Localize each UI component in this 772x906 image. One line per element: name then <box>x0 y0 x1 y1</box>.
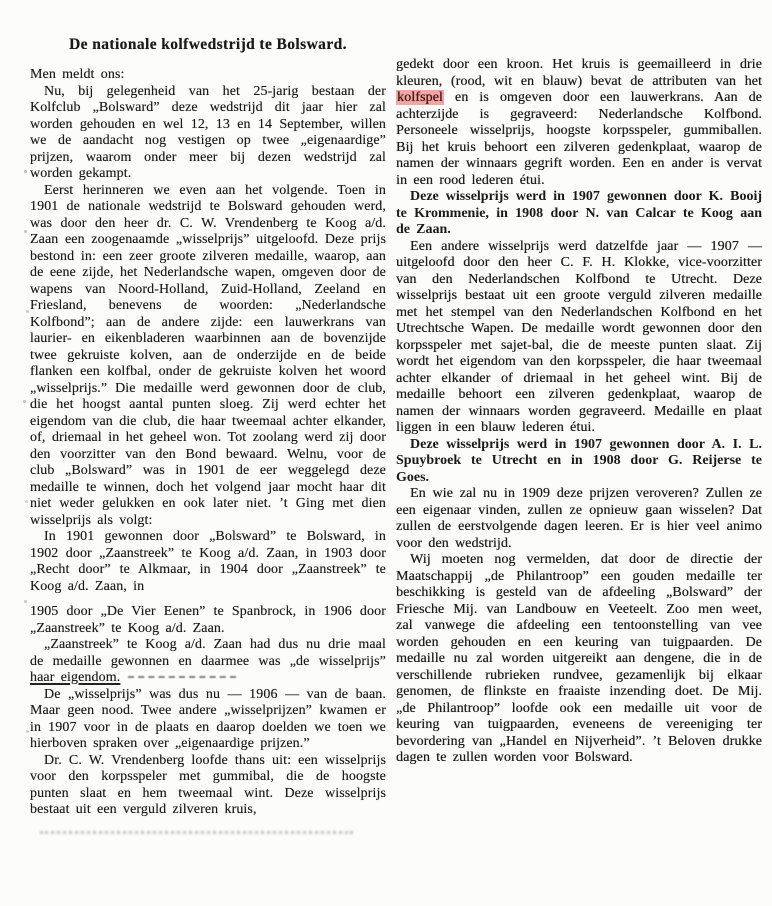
text-segment: haar eigendom. <box>30 670 121 685</box>
text-segment: „Zaanstreek” te Koog a/d. Zaan had dus nu drie maal de medaille gewonnen en daarmee was „de wisselprijs” <box>30 637 386 669</box>
text-segment: Dr. C. W. Vrendenberg loofde thans uit: een wisselprijs voor den korpsspeler met gummibal, die de hoogste punten slaat en hem tweemaal wint. Deze wisselprijs bestaat uit een verguld zilveren kruis, <box>30 752 386 817</box>
paragraph <box>30 604 386 637</box>
paragraph <box>396 437 762 487</box>
paragraph <box>30 84 386 183</box>
search-highlight: kolfspel <box>397 90 443 105</box>
paragraph <box>30 183 386 530</box>
paragraph <box>30 67 386 84</box>
right-column <box>396 0 762 767</box>
paragraph <box>30 529 386 595</box>
text-segment: gedekt door een kroon. Het kruis is geemailleerd in drie kleuren, (rood, wit en blauw) bevat de attributen van het <box>396 57 762 89</box>
paragraph <box>30 753 386 819</box>
text-segment: Nu, bij gelegenheid van het 25-jarig bestaan der Kolfclub „Bolsward” deze wedstrijd dit jaar hier zal worden gehouden en wel 12, 13 en 14 September, willen we de aandacht nog vestigen op twee „eigenaardige” prijzen, waarom onder meer bij dezen wedstrijd zal worden gekampt. <box>30 83 386 181</box>
paragraph <box>396 239 762 437</box>
ink-smudge <box>128 672 236 678</box>
text-segment: En wie zal nu in 1909 deze prijzen veroveren? Zullen ze een eigenaar vinden, zullen ze opnieuw gaan wisselen? Dat zullen de eerstvolgende dagen leeren. Er is hier veel animo voor den wedstrijd. <box>396 486 762 551</box>
paragraph <box>396 486 762 552</box>
paragraph <box>396 552 762 767</box>
text-segment: Eerst herinneren we even aan het volgende. Toen in 1901 de nationale wedstrijd te Bolsward gehouden werd, was door den heer dr. C. W. Vrendenberg te Koog a/d. Zaan een zoogenaamde „wisselprijs” uitgeloofd. Deze prijs bestond in: een zeer groote zilveren medaille, waarop, aan de eene zijde, het Nederlandsche wapen, omgeven door de wapens van Noord-Holland, Zuid-Holland, Zeeland en Friesland, benevens de woorden: „Nederlandsche Kolfbond”; aan de andere zijde: een lauwerkrans van laurier- en eikenbladeren waarbinnen aan de bovenzijde twee gekruiste kolven, aan de onderzijde en de beide flanken een kolfbal, onder de gekruiste kolven het woord „wisselprijs.” Die medaille werd gewonnen door de club, die het hoogst aantal punten sloeg. Zij werd echter het eigendom van die club, die haar tweemaal achter elkander, of, driemaal in het geheel won. Tot zoolang werd zij door den voorzitter van den Bond bewaard. Welnu, voor de club „Bolsward” was in 1901 de eer weggelegd deze medaille te winnen, doch het volgend jaar mocht haar dit niet weder gelukken en ook later niet. ’t Ging met dien wisselprijs als volgt: <box>30 182 386 528</box>
text-segment: Een andere wisselprijs werd datzelfde jaar — 1907 — uitgeloofd door den heer C. F. H. Klokke, vice-voorzitter van den Nederlandschen Kolfbond te Utrecht. Deze wisselprijs bestaat uit een groote verguld zilveren medaille met het stempel van den Nederlandschen Kolfbond en het Utrechtsche Wapen. De medaille wordt gewonnen door den korpsspeler met sajet-bal, die de meeste punten slaat. Zij wordt het eigendom van den korpsspeler, die haar tweemaal achter elkander of driemaal in het geheel wint. Bij de medaille behoort een zilveren gedenkplaat, waarop de namen der winnaars worden gegraveerd. Medaille en plaat liggen in een blauw lederen étui. <box>396 238 762 435</box>
left-column <box>30 0 386 834</box>
text-segment: Deze wisselprijs werd in 1907 gewonnen door A. I. L. Spuybroek te Utrecht en in 1908 door G. Reijerse te Goes. <box>396 436 762 485</box>
left-column-paragraphs <box>30 67 386 819</box>
right-column-paragraphs <box>396 57 762 767</box>
text-segment: Deze wisselprijs werd in 1907 gewonnen door K. Booij te Krommenie, in 1908 door N. van Calcar te Koog aan de Zaan. <box>396 189 762 237</box>
text-segment: Men meldt ons: <box>30 67 125 82</box>
paragraph <box>396 189 762 239</box>
text-segment: en is omgeven door een lauwerkrans. Aan de achterzijde is gegraveerd: Nederlandsche Kolfbond. Personeele wisselprijs, hoogste korpsspeler, gummiballen. Bij het kruis behoort een zilveren gedenkplaat, waarop de namen der winnaars gegrift worden. Een en ander is vervat in een rood lederen étui. <box>396 90 762 188</box>
scan-artifact-specks <box>24 170 27 173</box>
article-title: De nationale kolfwedstrijd te Bolsward. <box>69 36 347 53</box>
text-segment: Wij moeten nog vermelden, dat door de directie der Maatschappij „de Philantroop” een gouden medaille ter beschikking is gesteld van de afdeeling „Bolsward” der Friesche Mij. van Landbouw en Veeteelt. Zoo men weet, zal vanwege die afdeeling een tentoonstelling van vee worden gehouden en een keuring van tuigpaarden. De medaille nu zal worden uitgereikt aan dengene, die in de verschillende rubrieken rundvee, gezamenlijk bij elkaar genomen, de flinkste en fraaiste inzending doet. De Mij. „de Philantroop” loofde ook een medaille uit voor de keuring van tuigpaarden, eveneens de vereeniging ter bevordering van „Handel en Nijverheid”. ’t Beloven drukke dagen te zullen worden voor Bolsward. <box>396 552 762 765</box>
faint-print-artifact <box>40 823 353 834</box>
text-segment: De „wisselprijs” was dus nu — 1906 — van de baan. Maar geen nood. Twee andere „wisselprijzen” kwamen er in 1907 voor in de plaats en daarop doelden we toen we hierboven spraken over „eigenaardige prijzen.” <box>30 686 386 751</box>
text-segment: In 1901 gewonnen door „Bolsward” te Bolsward, in 1902 door „Zaanstreek” te Koog a/d. Zaan, in 1903 door „Recht door” te Alkmaar, in 1904 door „Zaanstreek” te Koog a/d. Zaan, in <box>30 529 386 594</box>
paragraph <box>30 637 386 687</box>
text-segment: 1905 door „De Vier Eenen” te Spanbrock, in 1906 door „Zaanstreek” te Koog a/d. Zaan. <box>30 604 386 636</box>
paragraph <box>396 57 762 189</box>
paragraph <box>30 687 386 753</box>
